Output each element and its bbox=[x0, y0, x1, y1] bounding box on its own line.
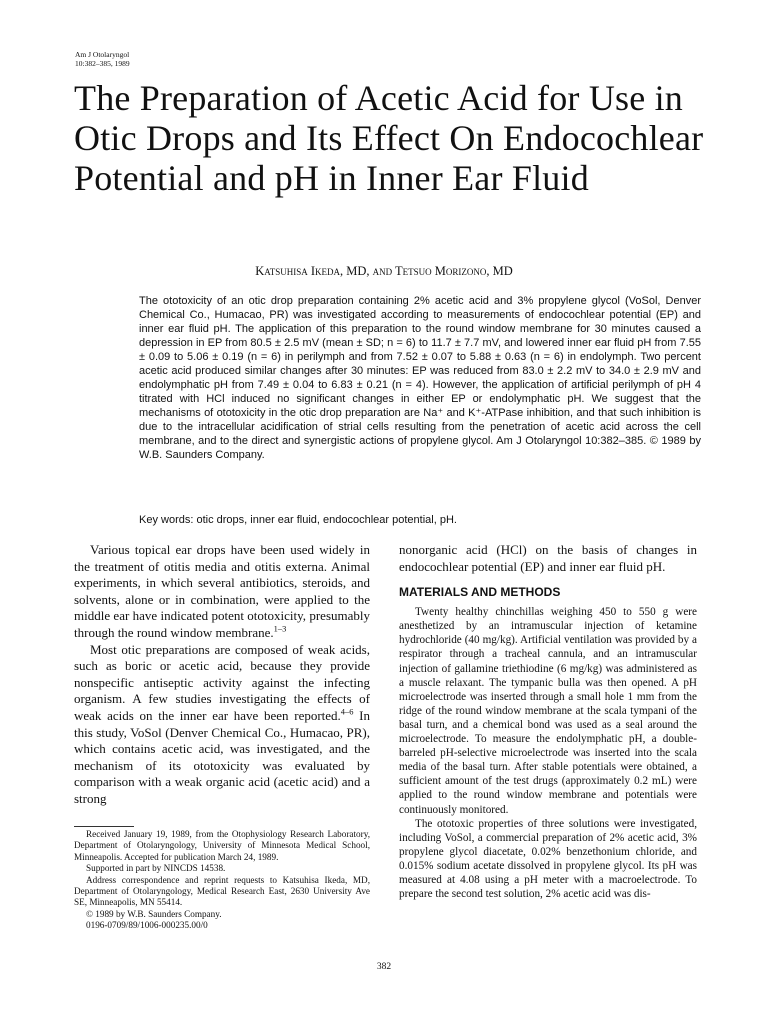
citation-ref: 4–6 bbox=[340, 706, 354, 717]
intro-paragraph-2 bbox=[74, 642, 370, 808]
intro-paragraph-1 bbox=[74, 542, 370, 642]
footnote-copyright: © 1989 by W.B. Saunders Company. bbox=[86, 908, 222, 919]
article-title: The Preparation of Acetic Acid for Use in Otic Drops and Its Effect On Endocochlear Potential and pH in Inner Ear Fluid bbox=[74, 78, 704, 198]
page-number: 382 bbox=[376, 962, 392, 972]
footnote-support: Supported in part by NINCDS 14538. bbox=[86, 863, 226, 874]
journal-reference bbox=[75, 50, 130, 68]
methods-paragraph-2: The ototoxic properties of three solutions were investigated, including VoSol, a commercial preparation of 2% acetic acid, 3% propylene glycol diacetate, 0.02% benzethonium chloride, and 0.015% sodium acetate dissolved in propylene glycol. Its pH was measured at 4.08 using a pH meter with a macroelectrode. To prepare the second test solution, 2% acetic acid was dis- bbox=[399, 817, 697, 901]
section-heading-methods: MATERIALS AND METHODS bbox=[399, 585, 561, 600]
intro-paragraph-1-text: Various topical ear drops have been used widely in the treatment of otitis media and otitis externa. Animal experiments, in which several antibiotics, steroids, and solvents, alone or in combination, were applied to the middle ear have indicated potent ototoxicity, presumably through the round window membrane. bbox=[74, 542, 370, 640]
journal-volume-pages: 10:382–385, 1989 bbox=[75, 59, 130, 68]
journal-name: Am J Otolaryngol bbox=[75, 50, 130, 59]
footnotes bbox=[74, 829, 370, 932]
left-column bbox=[74, 542, 370, 808]
methods-paragraph-1: Twenty healthy chinchillas weighing 450 to 550 g were anesthetized by an intramuscular injection of ketamine hydrochloride (40 mg/kg). Artificial ventilation was provided by a respirator through a tracheal cannula, and an intramuscular injection of gallamine triethiodine (6 mg/kg) was administered as a muscle relaxant. The tympanic bulla was then opened. A pH microelectrode was inserted through a small hole 1 mm from the ridge of the round window membrane at the scala tympani of the basal turn, and a chemical bond was used as a seal around the microelectrode. To measure the endolymphatic pH, a double-barreled pH-selective microelectrode was inserted into the scala media of the basal turn. After stable potentials were obtained, a sufficient amount of the test drugs (approximately 0.2 mL) were applied to the round window membrane and potentials were continuously monitored. bbox=[399, 606, 697, 816]
footnote-address: Address correspondence and reprint requests to Katsuhisa Ikeda, MD, Department of Otolaryngology, Medical Research East, 2630 University Ave SE, Minneapolis, MN 55414. bbox=[74, 874, 370, 908]
methods-body bbox=[399, 605, 697, 901]
intro-continuation: nonorganic acid (HCl) on the basis of changes in endocochlear potential (EP) and inner ear fluid pH. bbox=[399, 542, 697, 574]
footnote-received: Received January 19, 1989, from the Otophysiology Research Laboratory, Department of Otolaryngology, University of Minnesota Medical School, Minneapolis. Accepted for publication March 24, 1989. bbox=[74, 829, 370, 862]
abstract: The ototoxicity of an otic drop preparation containing 2% acetic acid and 3% propylene glycol (VoSol, Denver Chemical Co., Humacao, PR) was investigated according to measurements of endocochlear potential (EP) and inner ear fluid pH. The application of this preparation to the round window membrane for 30 minutes caused a depression in EP from 80.5 ± 2.5 mV (mean ± SD; n = 6) to 11.7 ± 7.7 mV, and lowered inner ear fluid pH from 7.55 ± 0.09 to 5.06 ± 0.19 (n = 6) in perilymph and from 7.52 ± 0.07 to 5.88 ± 0.63 (n = 6) in endolymph. Two percent acetic acid produced similar changes after 30 minutes: EP was reduced from 83.0 ± 2.2 mV to 34.0 ± 2.9 mV and endolymphatic pH from 7.49 ± 0.04 to 6.83 ± 0.21 (n = 4). However, the application of artificial perilymph of pH 4 titrated with HCl induced no significant changes in either EP or endolymphatic pH. We suggest that the mechanisms of ototoxicity in the otic drop preparation are Na⁺ and K⁺-ATPase inhibition, and that such inhibition is due to the intracellular acidification of strial cells resulting from the penetration of acetic acid across the cell membrane, and to the direct and synergistic actions of propylene glycol. Am J Otolaryngol 10:382–385. © 1989 by W.B. Saunders Company. bbox=[139, 295, 701, 461]
intro-paragraph-2-text-a: Most otic preparations are composed of weak acids, such as boric or acetic acid, because they provide nonspecific antiseptic activity against the infecting organism. A few studies investigating the effects of weak acids on the inner ear have been reported. bbox=[74, 641, 370, 723]
footnote-divider bbox=[74, 826, 134, 827]
intro-paragraph-2-text-b: In this study, VoSol (Denver Chemical Co., Humacao, PR), which contains acetic acid, was investigated, and the mechanism of its ototoxicity was evaluated by comparison with a weak organic acid (acetic acid) and a strong bbox=[74, 707, 370, 806]
footnote-code: 0196-0709/89/1006-000235.00/0 bbox=[86, 920, 208, 931]
right-column bbox=[399, 542, 697, 901]
author-line: Katsuhisa Ikeda, MD, and Tetsuo Morizono, MD bbox=[255, 264, 513, 278]
key-words: Key words: otic drops, inner ear fluid, endocochlear potential, pH. bbox=[139, 514, 457, 526]
citation-ref: 1–3 bbox=[273, 623, 287, 634]
